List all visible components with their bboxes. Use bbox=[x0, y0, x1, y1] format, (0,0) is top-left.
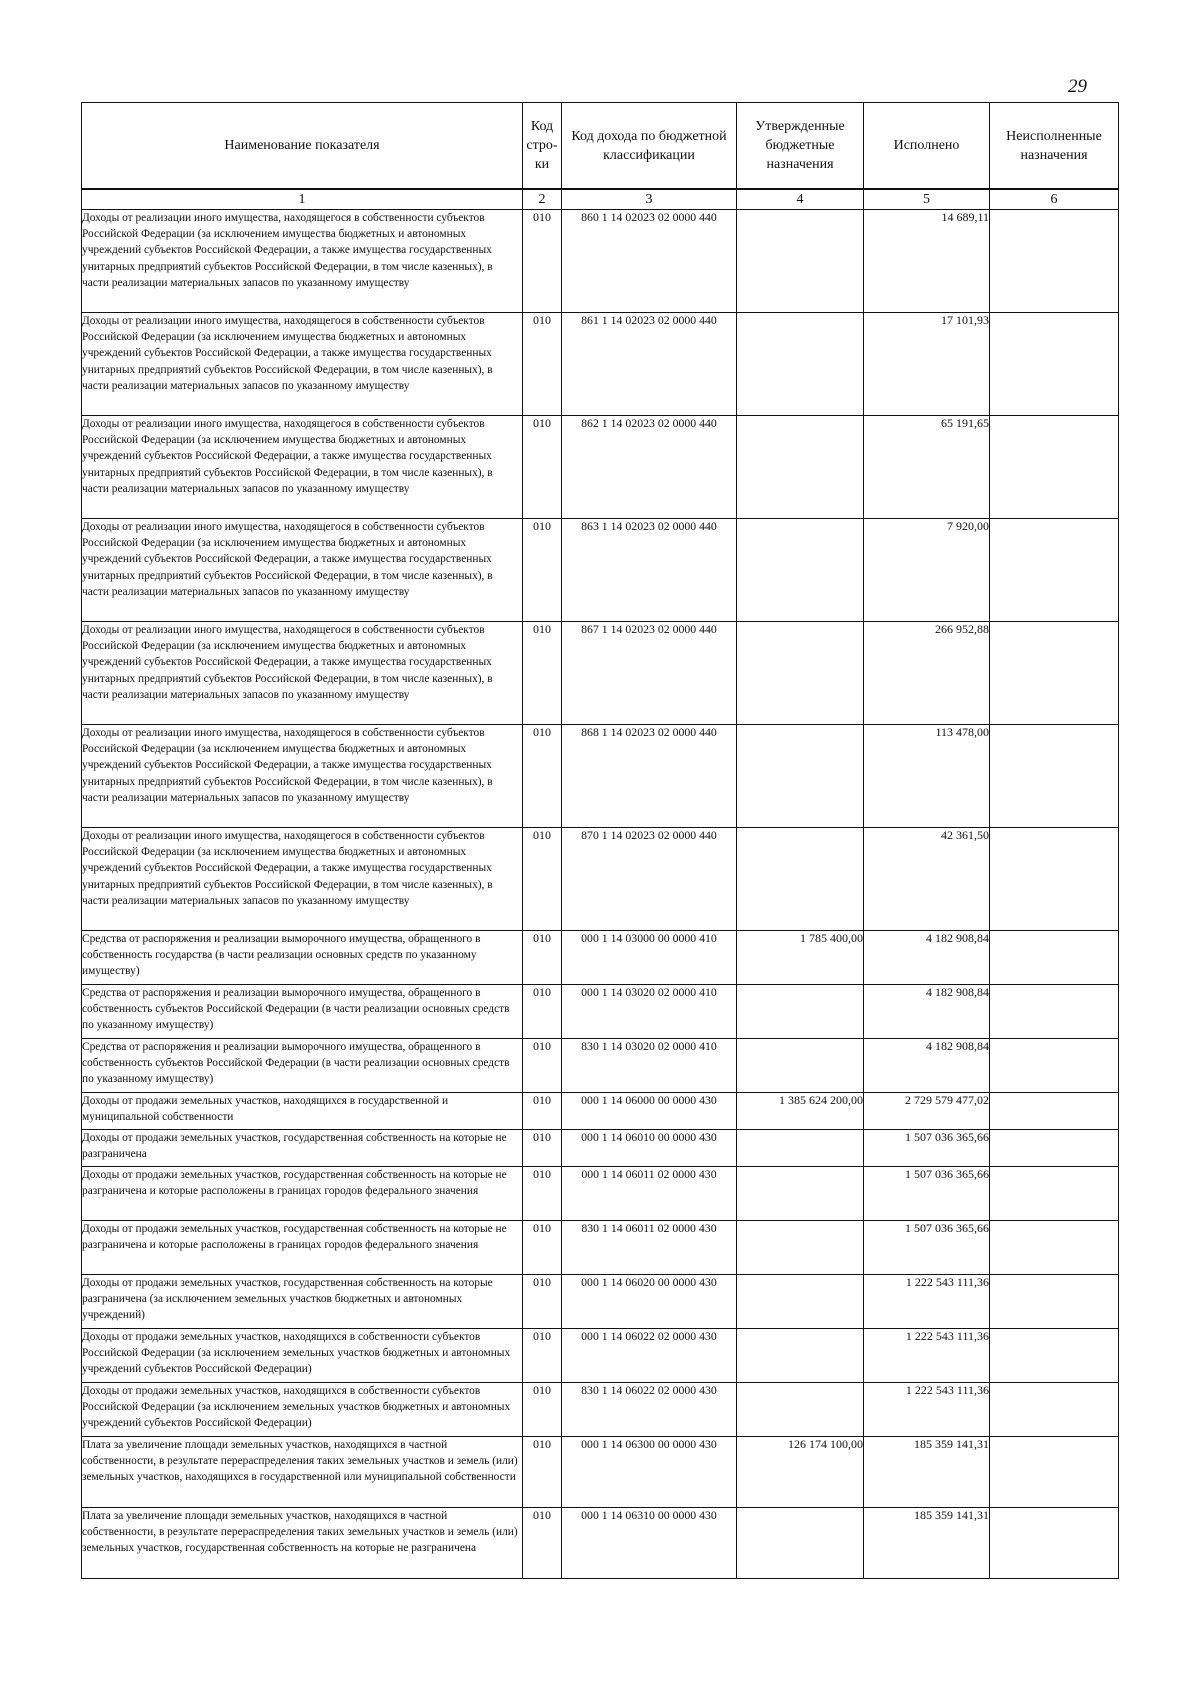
row-executed: 2 729 579 477,02 bbox=[864, 1093, 990, 1130]
column-number-row bbox=[82, 189, 1119, 210]
row-executed: 1 507 036 365,66 bbox=[864, 1221, 990, 1275]
row-income-code: 000 1 14 06000 00 0000 430 bbox=[562, 1093, 737, 1130]
row-income-code: 860 1 14 02023 02 0000 440 bbox=[562, 210, 737, 313]
row-line-code: 010 bbox=[523, 1508, 562, 1579]
row-income-code: 830 1 14 03020 02 0000 410 bbox=[562, 1039, 737, 1093]
row-unexecuted bbox=[990, 1329, 1119, 1383]
row-approved bbox=[737, 416, 864, 519]
row-name: Доходы от продажи земельных участков, государственная собственность на которые разграничена (за исключением земельных участков бюджетных и автономных учреждений) bbox=[82, 1275, 523, 1329]
row-line-code: 010 bbox=[523, 416, 562, 519]
table-row bbox=[82, 985, 1119, 1039]
row-name: Доходы от продажи земельных участков, государственная собственность на которые не разграничена и которые расположены в границах городов федерального значения bbox=[82, 1167, 523, 1221]
table-row bbox=[82, 1167, 1119, 1221]
row-name: Доходы от продажи земельных участков, находящихся в собственности субъектов Российской Федерации (за исключением земельных участков бюджетных и автономных учреждений субъектов Российской Федерации) bbox=[82, 1383, 523, 1437]
row-income-code: 830 1 14 06011 02 0000 430 bbox=[562, 1221, 737, 1275]
row-executed: 65 191,65 bbox=[864, 416, 990, 519]
row-line-code: 010 bbox=[523, 985, 562, 1039]
row-unexecuted bbox=[990, 725, 1119, 828]
row-line-code: 010 bbox=[523, 1167, 562, 1221]
column-number: 4 bbox=[737, 189, 864, 210]
row-line-code: 010 bbox=[523, 1039, 562, 1093]
column-number: 2 bbox=[523, 189, 562, 210]
row-unexecuted bbox=[990, 828, 1119, 931]
row-name: Доходы от реализации иного имущества, находящегося в собственности субъектов Российской Федерации (за исключением имущества бюджетных и автономных учреждений субъектов Российской Федерации, а также имущества государственных унитарных предприятий субъектов Российской Федерации, в том числе казенных), в части реализации материальных запасов по указанному имуществу bbox=[82, 210, 523, 313]
row-approved bbox=[737, 725, 864, 828]
row-name: Доходы от продажи земельных участков, находящихся в собственности субъектов Российской Федерации (за исключением земельных участков бюджетных и автономных учреждений субъектов Российской Федерации) bbox=[82, 1329, 523, 1383]
row-executed: 1 507 036 365,66 bbox=[864, 1130, 990, 1167]
table-row bbox=[82, 519, 1119, 622]
table-row bbox=[82, 1275, 1119, 1329]
row-income-code: 862 1 14 02023 02 0000 440 bbox=[562, 416, 737, 519]
table-row bbox=[82, 1221, 1119, 1275]
row-unexecuted bbox=[990, 1275, 1119, 1329]
row-income-code: 000 1 14 06300 00 0000 430 bbox=[562, 1437, 737, 1508]
row-approved bbox=[737, 1329, 864, 1383]
row-executed: 113 478,00 bbox=[864, 725, 990, 828]
column-number: 6 bbox=[990, 189, 1119, 210]
row-name: Доходы от реализации иного имущества, находящегося в собственности субъектов Российской Федерации (за исключением имущества бюджетных и автономных учреждений субъектов Российской Федерации, а также имущества государственных унитарных предприятий субъектов Российской Федерации, в том числе казенных), в части реализации материальных запасов по указанному имуществу bbox=[82, 828, 523, 931]
row-unexecuted bbox=[990, 1039, 1119, 1093]
header-name: Наименование показателя bbox=[82, 103, 523, 190]
row-name: Средства от распоряжения и реализации выморочного имущества, обращенного в собственность субъектов Российской Федерации (в части реализации основных средств по указанному имуществу) bbox=[82, 1039, 523, 1093]
header-line-code: Код стро-ки bbox=[523, 103, 562, 190]
budget-execution-table bbox=[81, 102, 1119, 1579]
table-row bbox=[82, 622, 1119, 725]
row-name: Доходы от продажи земельных участков, находящихся в государственной и муниципальной собственности bbox=[82, 1093, 523, 1130]
row-executed: 4 182 908,84 bbox=[864, 1039, 990, 1093]
row-line-code: 010 bbox=[523, 210, 562, 313]
row-name: Доходы от реализации иного имущества, находящегося в собственности субъектов Российской Федерации (за исключением имущества бюджетных и автономных учреждений субъектов Российской Федерации, а также имущества государственных унитарных предприятий субъектов Российской Федерации, в том числе казенных), в части реализации материальных запасов по указанному имуществу bbox=[82, 313, 523, 416]
row-executed: 1 222 543 111,36 bbox=[864, 1329, 990, 1383]
row-unexecuted bbox=[990, 985, 1119, 1039]
table-row bbox=[82, 1093, 1119, 1130]
row-executed: 1 222 543 111,36 bbox=[864, 1383, 990, 1437]
row-income-code: 000 1 14 06310 00 0000 430 bbox=[562, 1508, 737, 1579]
row-approved bbox=[737, 1383, 864, 1437]
table-row bbox=[82, 1130, 1119, 1167]
header-executed: Исполнено bbox=[864, 103, 990, 190]
table-row bbox=[82, 1039, 1119, 1093]
row-income-code: 868 1 14 02023 02 0000 440 bbox=[562, 725, 737, 828]
row-executed: 7 920,00 bbox=[864, 519, 990, 622]
row-approved bbox=[737, 828, 864, 931]
table-row bbox=[82, 725, 1119, 828]
header-row bbox=[82, 103, 1119, 190]
row-income-code: 863 1 14 02023 02 0000 440 bbox=[562, 519, 737, 622]
row-approved bbox=[737, 1130, 864, 1167]
row-unexecuted bbox=[990, 1167, 1119, 1221]
row-approved bbox=[737, 1221, 864, 1275]
row-approved: 1 385 624 200,00 bbox=[737, 1093, 864, 1130]
row-approved bbox=[737, 1039, 864, 1093]
row-executed: 1 222 543 111,36 bbox=[864, 1275, 990, 1329]
row-line-code: 010 bbox=[523, 519, 562, 622]
row-approved bbox=[737, 985, 864, 1039]
row-name: Доходы от реализации иного имущества, находящегося в собственности субъектов Российской Федерации (за исключением имущества бюджетных и автономных учреждений субъектов Российской Федерации, а также имущества государственных унитарных предприятий субъектов Российской Федерации, в том числе казенных), в части реализации материальных запасов по указанному имуществу bbox=[82, 622, 523, 725]
table-row bbox=[82, 416, 1119, 519]
row-approved bbox=[737, 313, 864, 416]
column-number: 3 bbox=[562, 189, 737, 210]
row-unexecuted bbox=[990, 1437, 1119, 1508]
header-income-code: Код дохода по бюджетной классификации bbox=[562, 103, 737, 190]
row-income-code: 830 1 14 06022 02 0000 430 bbox=[562, 1383, 737, 1437]
row-name: Средства от распоряжения и реализации выморочного имущества, обращенного в собственность государства (в части реализации основных средств по указанному имуществу) bbox=[82, 931, 523, 985]
table-body bbox=[82, 210, 1119, 1579]
row-unexecuted bbox=[990, 210, 1119, 313]
row-line-code: 010 bbox=[523, 725, 562, 828]
row-executed: 266 952,88 bbox=[864, 622, 990, 725]
row-executed: 14 689,11 bbox=[864, 210, 990, 313]
row-name: Плата за увеличение площади земельных участков, находящихся в частной собственности, в результате перераспределения таких земельных участков и земель (или) земельных участков, находящихся в государственной или муниципальной собственности bbox=[82, 1437, 523, 1508]
column-number: 5 bbox=[864, 189, 990, 210]
row-unexecuted bbox=[990, 1093, 1119, 1130]
row-line-code: 010 bbox=[523, 1130, 562, 1167]
table-row bbox=[82, 1329, 1119, 1383]
row-income-code: 867 1 14 02023 02 0000 440 bbox=[562, 622, 737, 725]
row-line-code: 010 bbox=[523, 931, 562, 985]
row-unexecuted bbox=[990, 1383, 1119, 1437]
table-row bbox=[82, 313, 1119, 416]
row-unexecuted bbox=[990, 1508, 1119, 1579]
table-row bbox=[82, 1508, 1119, 1579]
table-row bbox=[82, 1383, 1119, 1437]
row-unexecuted bbox=[990, 1130, 1119, 1167]
row-executed: 4 182 908,84 bbox=[864, 985, 990, 1039]
row-executed: 17 101,93 bbox=[864, 313, 990, 416]
row-executed: 1 507 036 365,66 bbox=[864, 1167, 990, 1221]
row-name: Доходы от реализации иного имущества, находящегося в собственности субъектов Российской Федерации (за исключением имущества бюджетных и автономных учреждений субъектов Российской Федерации, а также имущества государственных унитарных предприятий субъектов Российской Федерации, в том числе казенных), в части реализации материальных запасов по указанному имуществу bbox=[82, 416, 523, 519]
table-row bbox=[82, 1437, 1119, 1508]
row-executed: 185 359 141,31 bbox=[864, 1508, 990, 1579]
row-line-code: 010 bbox=[523, 1221, 562, 1275]
row-executed: 42 361,50 bbox=[864, 828, 990, 931]
row-approved bbox=[737, 519, 864, 622]
row-unexecuted bbox=[990, 931, 1119, 985]
row-approved bbox=[737, 210, 864, 313]
row-line-code: 010 bbox=[523, 622, 562, 725]
row-income-code: 000 1 14 03000 00 0000 410 bbox=[562, 931, 737, 985]
column-number: 1 bbox=[82, 189, 523, 210]
header-approved: Утвержденные бюджетные назначения bbox=[737, 103, 864, 190]
row-unexecuted bbox=[990, 416, 1119, 519]
row-name: Средства от распоряжения и реализации выморочного имущества, обращенного в собственность субъектов Российской Федерации (в части реализации основных средств по указанному имуществу) bbox=[82, 985, 523, 1039]
row-line-code: 010 bbox=[523, 1383, 562, 1437]
row-unexecuted bbox=[990, 1221, 1119, 1275]
row-line-code: 010 bbox=[523, 1437, 562, 1508]
header-unexecuted: Неисполненные назначения bbox=[990, 103, 1119, 190]
row-unexecuted bbox=[990, 313, 1119, 416]
row-name: Доходы от продажи земельных участков, государственная собственность на которые не разграничена bbox=[82, 1130, 523, 1167]
row-executed: 185 359 141,31 bbox=[864, 1437, 990, 1508]
row-income-code: 861 1 14 02023 02 0000 440 bbox=[562, 313, 737, 416]
row-approved: 1 785 400,00 bbox=[737, 931, 864, 985]
row-name: Плата за увеличение площади земельных участков, находящихся в частной собственности, в результате перераспределения таких земельных участков и земель (или) земельных участков, государственная собственность на которые не разграничена bbox=[82, 1508, 523, 1579]
row-line-code: 010 bbox=[523, 1329, 562, 1383]
row-approved bbox=[737, 622, 864, 725]
row-name: Доходы от реализации иного имущества, находящегося в собственности субъектов Российской Федерации (за исключением имущества бюджетных и автономных учреждений субъектов Российской Федерации, а также имущества государственных унитарных предприятий субъектов Российской Федерации, в том числе казенных), в части реализации материальных запасов по указанному имуществу bbox=[82, 725, 523, 828]
page-number: 29 bbox=[1068, 76, 1087, 97]
row-approved bbox=[737, 1275, 864, 1329]
table-row bbox=[82, 828, 1119, 931]
row-name: Доходы от продажи земельных участков, государственная собственность на которые не разграничена и которые расположены в границах городов федерального значения bbox=[82, 1221, 523, 1275]
table-row bbox=[82, 931, 1119, 985]
row-approved bbox=[737, 1508, 864, 1579]
row-line-code: 010 bbox=[523, 313, 562, 416]
row-executed: 4 182 908,84 bbox=[864, 931, 990, 985]
row-income-code: 000 1 14 06010 00 0000 430 bbox=[562, 1130, 737, 1167]
row-unexecuted bbox=[990, 519, 1119, 622]
table-row bbox=[82, 210, 1119, 313]
row-name: Доходы от реализации иного имущества, находящегося в собственности субъектов Российской Федерации (за исключением имущества бюджетных и автономных учреждений субъектов Российской Федерации, а также имущества государственных унитарных предприятий субъектов Российской Федерации, в том числе казенных), в части реализации материальных запасов по указанному имуществу bbox=[82, 519, 523, 622]
row-income-code: 000 1 14 06011 02 0000 430 bbox=[562, 1167, 737, 1221]
row-line-code: 010 bbox=[523, 1093, 562, 1130]
row-unexecuted bbox=[990, 622, 1119, 725]
row-approved bbox=[737, 1167, 864, 1221]
row-income-code: 870 1 14 02023 02 0000 440 bbox=[562, 828, 737, 931]
row-approved: 126 174 100,00 bbox=[737, 1437, 864, 1508]
row-income-code: 000 1 14 06020 00 0000 430 bbox=[562, 1275, 737, 1329]
row-income-code: 000 1 14 03020 02 0000 410 bbox=[562, 985, 737, 1039]
row-line-code: 010 bbox=[523, 828, 562, 931]
row-income-code: 000 1 14 06022 02 0000 430 bbox=[562, 1329, 737, 1383]
row-line-code: 010 bbox=[523, 1275, 562, 1329]
